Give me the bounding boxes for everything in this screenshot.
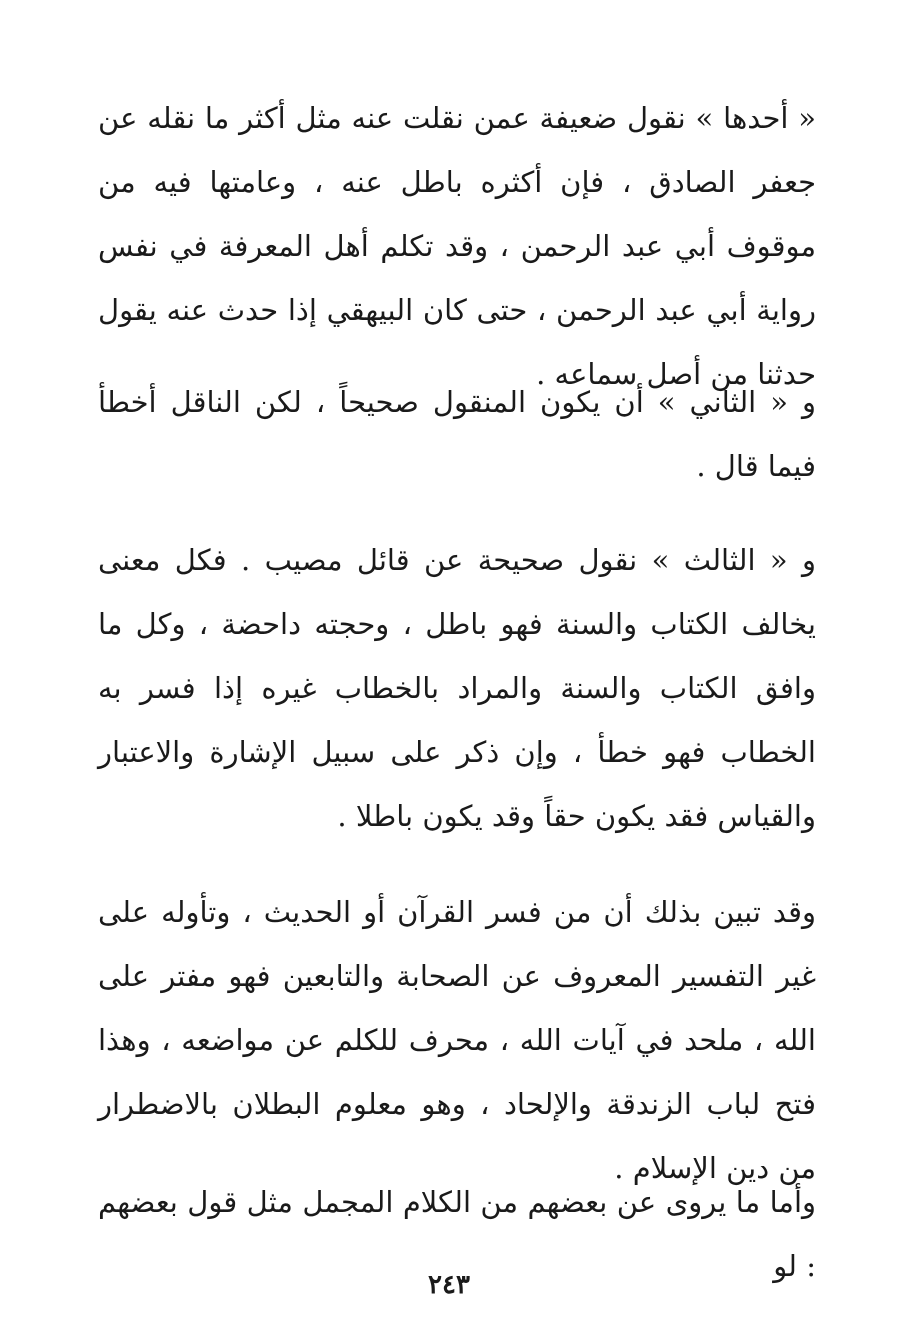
paragraph-third-reason: و « الثالث » نقول صحيحة عن قائل مصيب . فكل معنى يخالف الكتاب والسنة فهو باطل ، وحجته داحضة ، وكل ما وافق الكتاب والسنة والمراد بالخطاب غيره إذا فسر به الخطاب فهو خطأ ، وإن ذكر على سبيل الإشارة والاعتبار والقياس فقد يكون حقاً وقد يكون باطلا . [98,543,816,833]
paragraph-second-reason: و « الثاني » أن يكون المنقول صحيحاً ، لكن الناقل أخطأ فيما قال . [98,385,816,483]
paragraph-conclusion: وقد تبين بذلك أن من فسر القرآن أو الحديث ، وتأوله على غير التفسير المعروف عن الصحابة والتابعين فهو مفتر على الله ، ملحد في آيات الله ، محرف للكلم عن مواضعه ، وهذا فتح لباب الزندقة والإلحاد ، وهو معلوم البطلان بالاضطرار من دين الإسلام . [98,895,816,1185]
page-number: ٢٤٣ [428,1270,470,1300]
paragraph-continuation: وأما ما يروى عن بعضهم من الكلام المجمل مثل قول بعضهم : لو [98,1185,816,1283]
paragraph-first-reason: « أحدها » نقول ضعيفة عمن نقلت عنه مثل أكثر ما نقله عن جعفر الصادق ، فإن أكثره باطل عنه ، وعامتها فيه من موقوف أبي عبد الرحمن ، وقد تكلم أهل المعرفة في نفس رواية أبي عبد الرحمن ، حتى كان البيهقي إذا حدث عنه يقول حدثنا من أصل سماعه . [98,101,816,391]
